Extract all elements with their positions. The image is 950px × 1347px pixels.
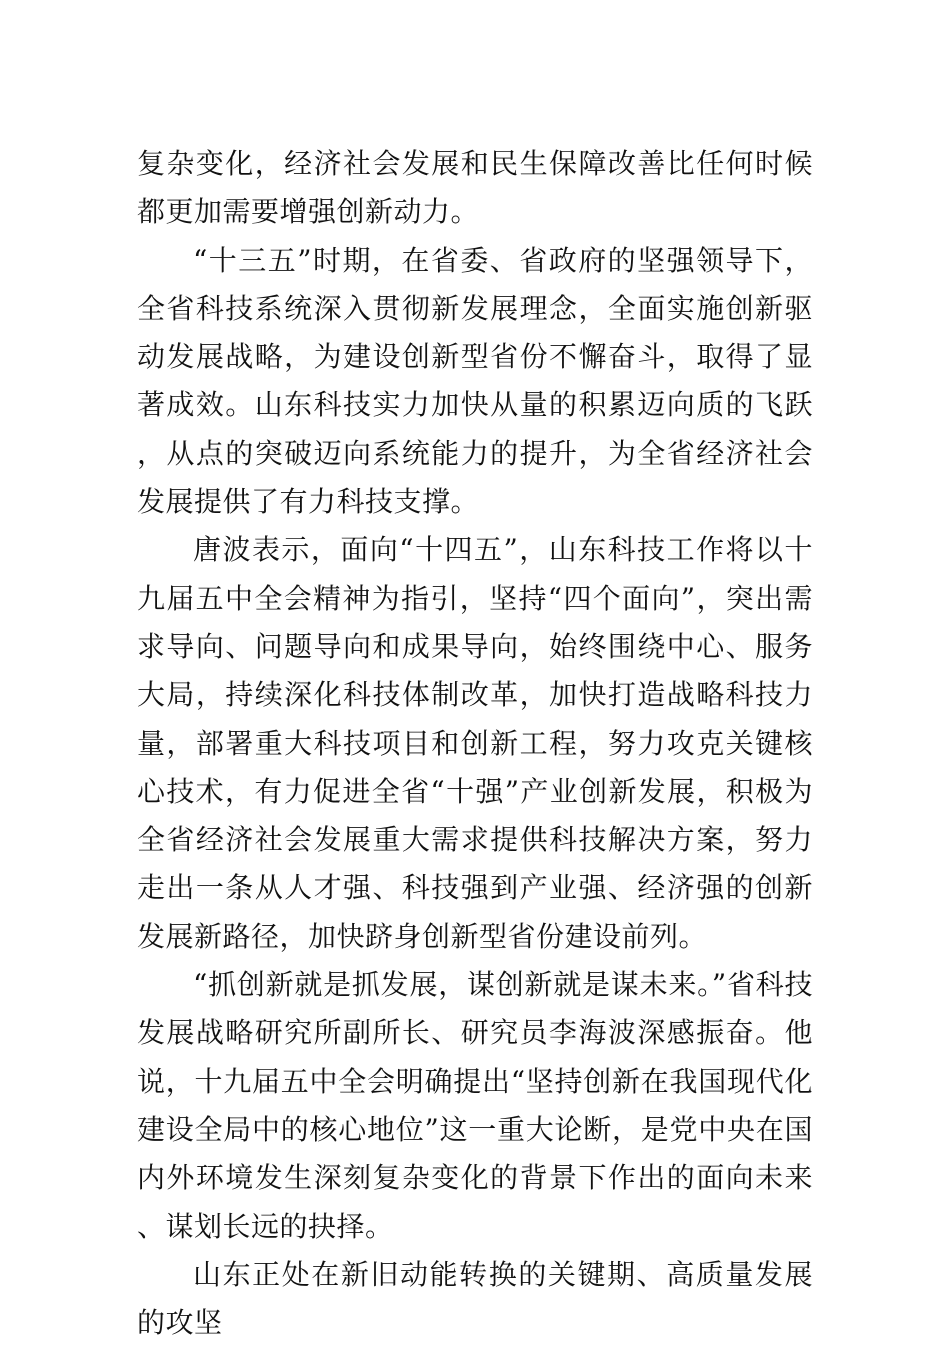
paragraph-thirteenth-five-year: “十三五”时期，在省委、省政府的坚强领导下，全省科技系统深入贯彻新发展理念，全面实施创新驱动发展战略，为建设创新型省份不懈奋斗，取得了显著成效。山东科技实力加快从量的积累迈向质的飞跃，从点的突破迈向系统能力的提升，为全省经济社会发展提供了有力科技支撑。 — [137, 243, 813, 519]
article-body — [137, 140, 813, 1347]
paragraph-shandong-transition: 山东正处在新旧动能转换的关键期、高质量发展的攻坚 — [137, 1257, 813, 1340]
paragraph-li-haibo-quote: “抓创新就是抓发展，谋创新就是谋未来。”省科技发展战略研究所副所长、研究员李海波深感振奋。他说，十九届五中全会明确提出“坚持创新在我国现代化建设全局中的核心地位”这一重大论断，是党中央在国内外环境发生深刻复杂变化的背景下作出的面向未来、谋划长远的抉择。 — [137, 968, 813, 1243]
paragraph-tang-bo-statement: 唐波表示，面向“十四五”，山东科技工作将以十九届五中全会精神为指引，坚持“四个面向”，突出需求导向、问题导向和成果导向，始终围绕中心、服务大局，持续深化科技体制改革，加快打造战略科技力量，部署重大科技项目和创新工程，努力攻克关键核心技术，有力促进全省“十强”产业创新发展，积极为全省经济社会发展重大需求提供科技解决方案，努力走出一条从人才强、科技强到产业强、经济强的创新发展新路径，加快跻身创新型省份建设前列。 — [137, 533, 813, 953]
paragraph-continuation: 复杂变化，经济社会发展和民生保障改善比任何时候都更加需要增强创新动力。 — [137, 147, 813, 229]
